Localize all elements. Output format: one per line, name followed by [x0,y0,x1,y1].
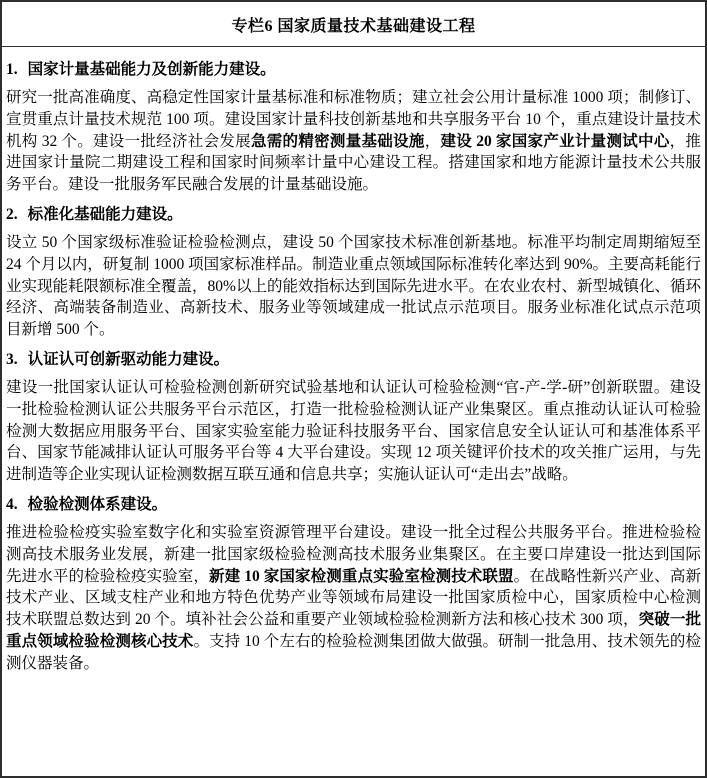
section [6,349,701,486]
paragraph-run: ，推进国家计量院二期建设工程和国家时间频率计量中心建设工程。搭建国家和地方能源计量技术公共服务平台。建设一批服务军民融合发展的计量基础设施。 [6,132,701,194]
section-paragraph [6,377,701,486]
paragraph-run: ， [424,132,441,150]
paragraph-run-bold: 建设 20 家国家产业计量测试中心 [440,132,670,150]
section-heading [6,494,701,515]
section [6,204,701,341]
document-body [2,47,705,675]
paragraph-run-bold: 新建 10 家国家检测重点实验室检测技术联盟 [209,567,514,585]
title-row [2,2,705,47]
section-heading-text: 标准化基础能力建设。 [27,205,183,223]
section [6,494,701,675]
section-number: 2. [6,205,18,223]
section-heading-text: 国家计量基础能力及创新能力建设。 [27,61,276,78]
section-paragraph [6,87,701,196]
paragraph-run: 研究一批高准确度、高稳定性国家计量基标准和标准物质；建立社会公用计量标准 1000 项；制修订、宣贯重点计量技术规范 100 项。建设国家计量科技创新基地和共享服务平台 10 个，重点建设计量技术机构 32 个。建设一批经济社会发展 [6,89,701,150]
paragraph-run: 建设一批国家认证认可检验检测创新研究试验基地和认证认可检验检测“官-产-学-研”创新联盟。建设一批检验检测认证公共服务平台示范区，打造一批检验检测认证产业集聚区。重点推动认证认可检验检测大数据应用服务平台、国家实验室能力验证科技服务平台、国家信息安全认证认可和基准体系平台、国家节能减排认证认可服务平台等 4 大平台建设。实现 12 项关键评价技术的攻关推广运用，与先进制造等企业实现认证检测数据互联互通和信息共享；实施认证认可“走出去”战略。 [6,378,701,484]
section-heading [6,349,701,370]
section [6,59,701,196]
page-title: 专栏6 国家质量技术基础建设工程 [231,17,476,35]
paragraph-run-bold: 急需的精密测量基础设施 [250,132,425,150]
section-number: 4. [6,495,18,513]
section-paragraph [6,232,701,341]
section-heading-text: 认证认可创新驱动能力建设。 [27,350,230,368]
section-heading [6,59,701,80]
sections-container [6,59,701,675]
section-heading-text: 检验检测体系建设。 [27,495,168,513]
paragraph-run: 。在战略性新兴产业、高新技术产业、区域支柱产业和地方特色优势产业等领域布局建设一批国家质检中心，国家质检中心检测技术联盟总数达到 20 个。填补社会公益和重要产业领域检验检测新方法和核心技术 300 项， [6,567,701,629]
paragraph-run: 推进检验检疫实验室数字化和实验室资源管理平台建设。建设一批全过程公共服务平台。推进检验检测高技术服务业发展，新建一批国家级检验检测高技术服务业集聚区。在主要口岸建设一批达到国际先进水平的检验检疫实验室， [6,523,701,585]
section-number: 1. [6,61,18,78]
section-paragraph [6,522,701,675]
paragraph-run: 。支持 10 个左右的检验检测集团做大做强。研制一批急用、技术领先的检测仪器装备。 [6,632,701,672]
section-heading [6,204,701,225]
paragraph-run: 设立 50 个国家级标准验证检验检测点，建设 50 个国家技术标准创新基地。标准平均制定周期缩短至 24 个月以内，研复制 1000 项国家标准样品。制造业重点领域国际标准转化率达到 90%。主要高耗能行业实现能耗限额标准全覆盖，80%以上的能效指标达到国际先进水平。在农业农村、新型城镇化、循环经济、高端装备制造业、高新技术、服务业等领域建成一批试点示范项目。服务业标准化试点示范项目新增 500 个。 [6,233,701,339]
section-number: 3. [6,350,18,368]
paragraph-run-bold: 突破一批重点领域检验检测核心技术 [6,611,701,650]
